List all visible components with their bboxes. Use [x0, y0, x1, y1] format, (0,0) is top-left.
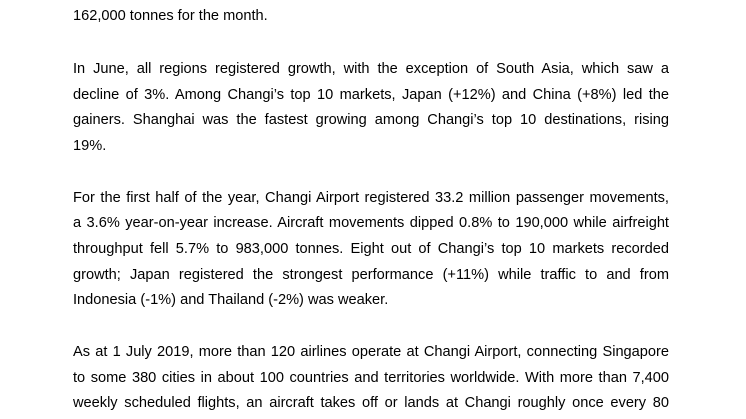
paragraph-line: Indonesia (-1%) and Thailand (-2%) was weaker.	[73, 292, 389, 308]
paragraph-line: As at 1 July 2019, more than 120 airlines operate at Changi Airport, connecting Singapore	[73, 344, 669, 360]
paragraph-line: decline of 3%. Among Changi’s top 10 markets, Japan (+12%) and China (+8%) led the	[73, 87, 669, 103]
paragraph-line: For the first half of the year, Changi Airport registered 33.2 million passenger movements,	[73, 190, 669, 206]
paragraph-line: gainers. Shanghai was the fastest growing among Changi’s top 10 destinations, rising	[73, 112, 669, 128]
paragraph-line: growth; Japan registered the strongest performance (+11%) while traffic to and from	[73, 267, 669, 283]
paragraph-line: a 3.6% year-on-year increase. Aircraft movements dipped 0.8% to 190,000 while airfreight	[73, 215, 669, 231]
paragraph-line: In June, all regions registered growth, with the exception of South Asia, which saw a	[73, 61, 669, 77]
paragraph-line: 19%.	[73, 138, 107, 154]
paragraph-line: 162,000 tonnes for the month.	[73, 8, 268, 24]
paragraph-line: weekly scheduled flights, an aircraft takes off or lands at Changi roughly once every 80	[73, 395, 669, 411]
paragraph-line: throughput fell 5.7% to 983,000 tonnes. Eight out of Changi’s top 10 markets recorded	[73, 241, 669, 257]
paragraph-line: to some 380 cities in about 100 countries and territories worldwide. With more than 7,400	[73, 370, 669, 386]
